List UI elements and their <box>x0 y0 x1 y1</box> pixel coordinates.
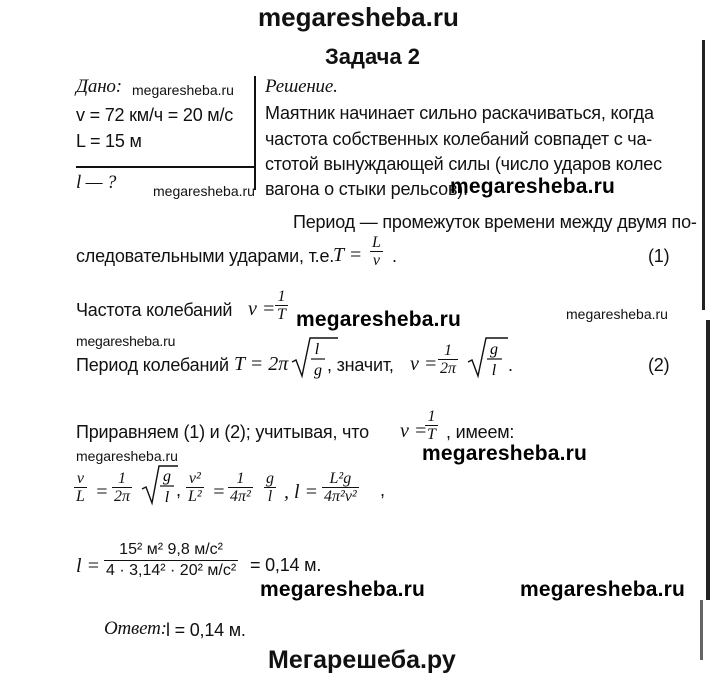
header-watermark: megaresheba.ru <box>258 2 459 32</box>
given-find: l — ? <box>76 172 117 193</box>
watermark-big: megaresheba.ru <box>450 175 616 198</box>
given-label: Дано: <box>76 76 122 97</box>
task-title: Задача 2 <box>325 44 421 69</box>
solution-line: Приравняем (1) и (2); учитывая, что <box>76 422 369 442</box>
watermark-small: megaresheba.ru <box>76 448 178 464</box>
svg-text:l: l <box>314 341 320 358</box>
watermark-big: megaresheba.ru <box>296 308 462 331</box>
solution-line: Частота колебаний <box>76 300 233 320</box>
formula-period: T = <box>333 244 363 266</box>
svg-text:g: g <box>163 468 171 485</box>
watermark-big: megaresheba.ru <box>520 578 686 601</box>
solution-line: следовательными ударами, т.е. <box>76 246 335 266</box>
solution-line: Период — промежуток времени между двумя по- <box>293 212 697 232</box>
solution-line: частота собственных колебаний совпадет с ча- <box>265 129 653 149</box>
watermark-small: megaresheba.ru <box>132 82 234 98</box>
svg-text:g: g <box>490 341 498 358</box>
solution-line: Период колебаний <box>76 355 229 375</box>
formula-pendulum-period: T = 2π <box>234 353 289 375</box>
formula-frequency: ν = <box>248 298 276 320</box>
solution-line: , имеем: <box>446 422 515 442</box>
svg-text:g: g <box>314 362 322 379</box>
given-length: L = 15 м <box>76 131 142 151</box>
watermark-small: megaresheba.ru <box>76 333 176 349</box>
solution-line: , значит, <box>327 355 394 375</box>
answer-value: l = 0,14 м. <box>166 620 246 640</box>
equation-tag: (2) <box>648 355 670 375</box>
scan-edge <box>706 320 710 600</box>
given-vertical-divider <box>254 76 256 190</box>
given-divider <box>76 166 254 168</box>
solution-line: Маятник начинает сильно раскачиваться, когда <box>265 103 654 123</box>
calc-result: = 0,14 м. <box>250 555 322 575</box>
svg-text:l: l <box>491 362 497 379</box>
watermark-small: megaresheba.ru <box>566 306 668 322</box>
numeric-fraction: 15² м² 9,8 м/с² 4 · 3,14² · 20² м/с² <box>106 541 237 579</box>
fraction-l-over-v: $\frac{L}{v}$ <box>372 234 381 269</box>
fraction-1-over-T: $\frac{1}{T}$ <box>277 288 286 323</box>
scan-edge <box>702 40 705 310</box>
given-speed: v = 72 км/ч = 20 м/с <box>76 105 234 125</box>
answer-label: Ответ: <box>104 618 167 639</box>
svg-text:l: l <box>164 489 170 506</box>
watermark-small: megaresheba.ru <box>153 183 255 199</box>
watermark-big: megaresheba.ru <box>422 442 588 465</box>
solution-line: вагона о стыки рельсов). <box>265 179 468 199</box>
equation-tag: (1) <box>648 246 670 266</box>
solution-label: Решение. <box>265 76 338 97</box>
sqrt-g-over-l <box>466 334 510 380</box>
solution-line: стотой вынуждающей силы (число ударов колес <box>265 154 662 174</box>
scan-edge <box>700 600 703 660</box>
watermark-big: megaresheba.ru <box>260 578 426 601</box>
footer-watermark: Мегарешеба.ру <box>268 646 456 674</box>
